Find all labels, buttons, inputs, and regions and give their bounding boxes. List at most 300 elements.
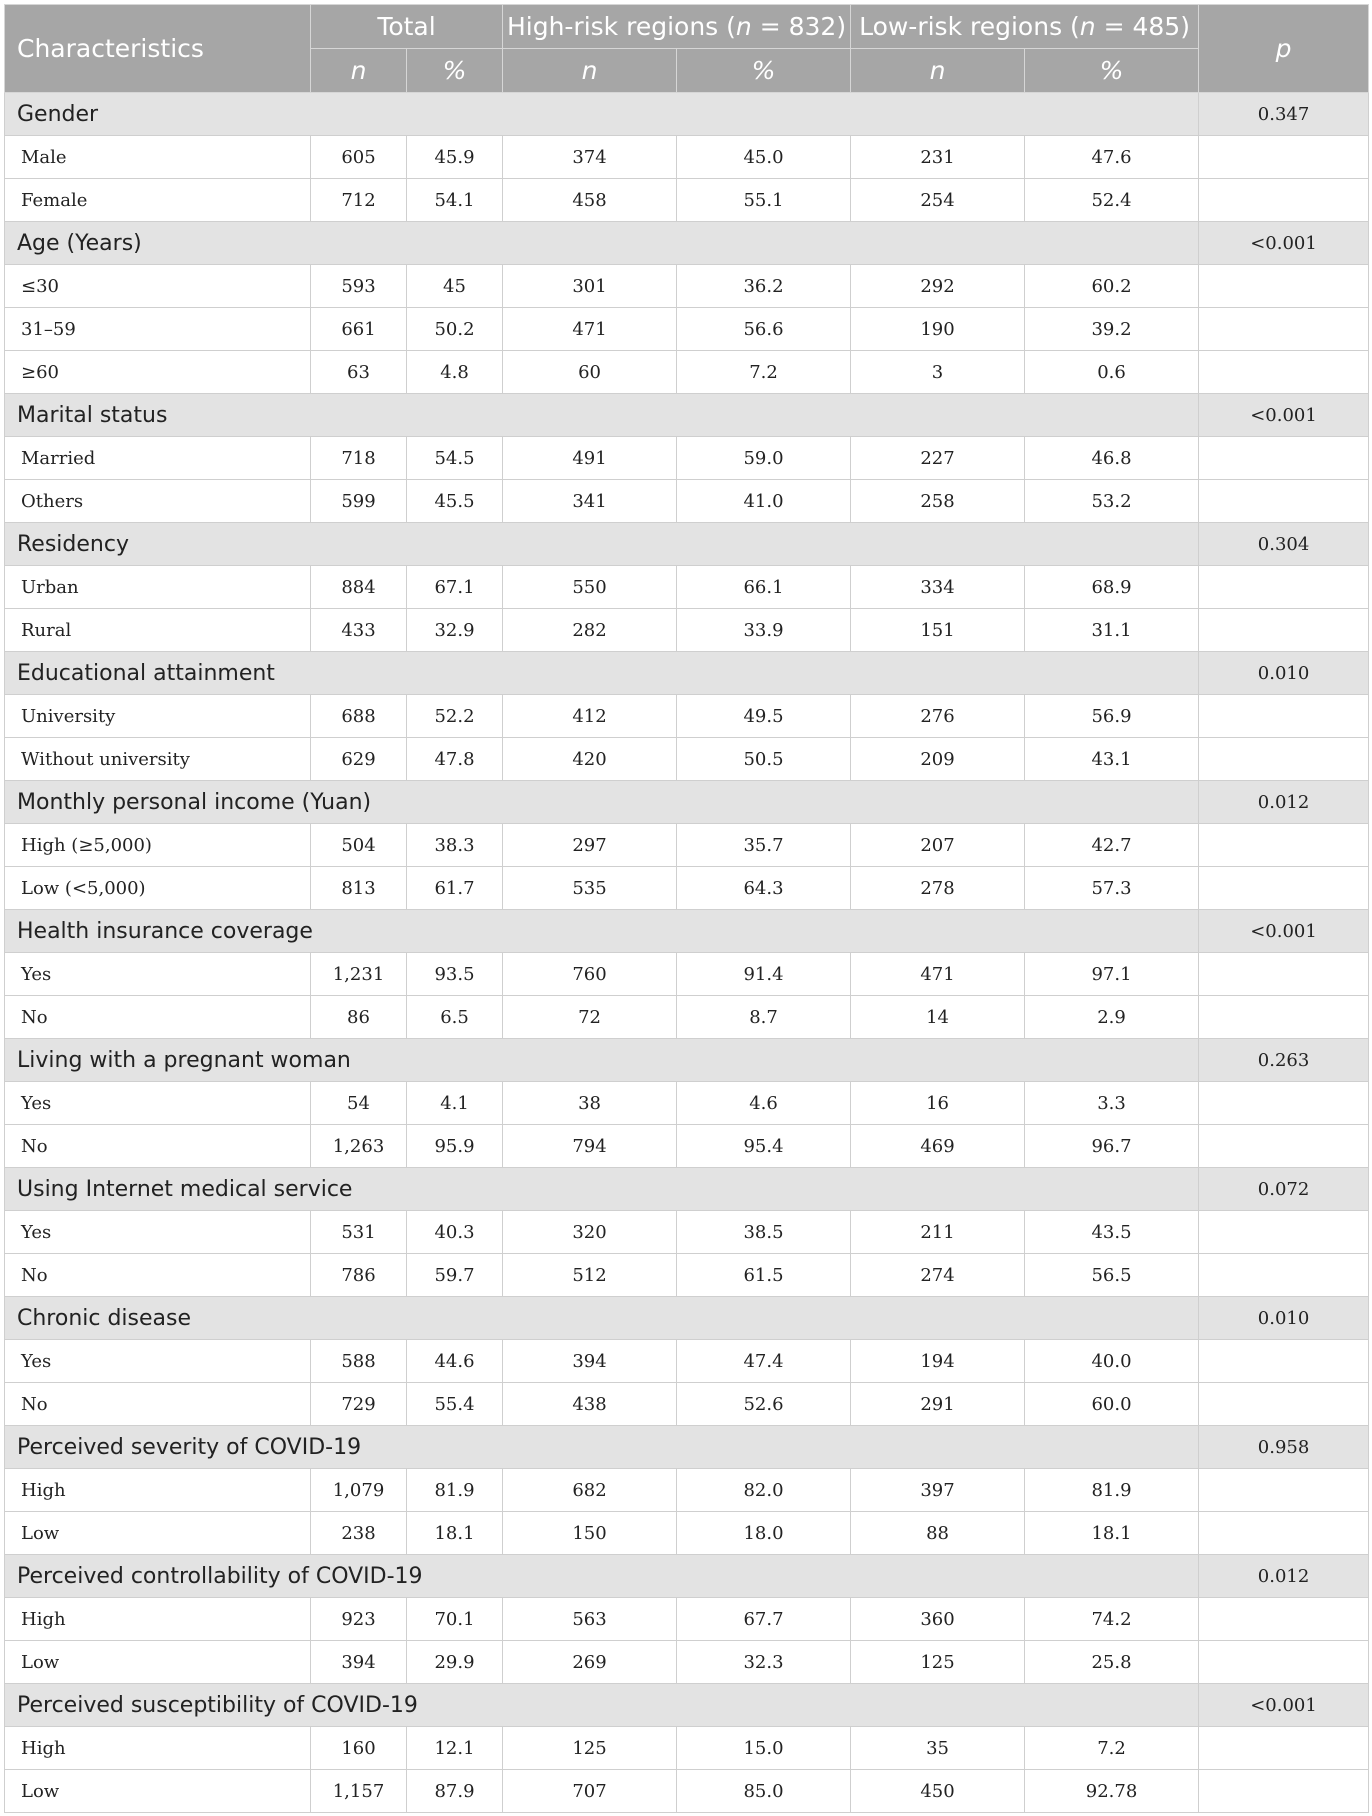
high-risk-pct: 38.5 — [677, 1211, 851, 1254]
category-name: Marital status — [5, 394, 1199, 437]
high-risk-n: 72 — [503, 996, 677, 1039]
subheader-label: n — [350, 56, 367, 85]
high-risk-n: 125 — [503, 1727, 677, 1770]
p-value-empty — [1199, 1512, 1369, 1555]
low-risk-header-n: n — [1079, 12, 1096, 41]
low-risk-header-suffix: = 485) — [1095, 12, 1190, 41]
low-risk-pct: 7.2 — [1025, 1727, 1199, 1770]
row-label: Low (<5,000) — [5, 867, 311, 910]
low-risk-n: 292 — [851, 265, 1025, 308]
total-n: 813 — [311, 867, 407, 910]
high-risk-pct: 35.7 — [677, 824, 851, 867]
category-row — [5, 1039, 1369, 1082]
high-risk-n: 420 — [503, 738, 677, 781]
subheader-low-pct — [1025, 49, 1199, 93]
total-pct: 44.6 — [407, 1340, 503, 1383]
category-row — [5, 1168, 1369, 1211]
p-value-empty — [1199, 1770, 1369, 1813]
high-risk-n: 269 — [503, 1641, 677, 1684]
row-label: No — [5, 1383, 311, 1426]
low-risk-n: 231 — [851, 136, 1025, 179]
low-risk-n: 151 — [851, 609, 1025, 652]
row-label: Low — [5, 1512, 311, 1555]
category-name: Perceived controllability of COVID-19 — [5, 1555, 1199, 1598]
low-risk-pct: 39.2 — [1025, 308, 1199, 351]
high-risk-n: 760 — [503, 953, 677, 996]
table-row — [5, 480, 1369, 523]
high-risk-pct: 50.5 — [677, 738, 851, 781]
high-risk-n: 282 — [503, 609, 677, 652]
low-risk-pct: 60.2 — [1025, 265, 1199, 308]
high-risk-pct: 33.9 — [677, 609, 851, 652]
low-risk-n: 211 — [851, 1211, 1025, 1254]
table-row — [5, 738, 1369, 781]
total-n: 605 — [311, 136, 407, 179]
category-name: Gender — [5, 93, 1199, 136]
category-name: Perceived severity of COVID-19 — [5, 1426, 1199, 1469]
p-value-empty — [1199, 1340, 1369, 1383]
p-value-empty — [1199, 953, 1369, 996]
row-label: Yes — [5, 953, 311, 996]
total-n: 1,263 — [311, 1125, 407, 1168]
low-risk-n: 227 — [851, 437, 1025, 480]
category-row — [5, 1684, 1369, 1727]
total-header: Total — [311, 5, 503, 49]
row-label: Urban — [5, 566, 311, 609]
high-risk-n: 491 — [503, 437, 677, 480]
low-risk-n: 14 — [851, 996, 1025, 1039]
p-value-empty — [1199, 480, 1369, 523]
total-pct: 4.8 — [407, 351, 503, 394]
low-risk-pct: 60.0 — [1025, 1383, 1199, 1426]
high-risk-n: 438 — [503, 1383, 677, 1426]
category-row — [5, 781, 1369, 824]
low-risk-pct: 40.0 — [1025, 1340, 1199, 1383]
table-body — [5, 93, 1369, 1813]
low-risk-pct: 3.3 — [1025, 1082, 1199, 1125]
high-risk-pct: 7.2 — [677, 351, 851, 394]
total-pct: 4.1 — [407, 1082, 503, 1125]
total-n: 786 — [311, 1254, 407, 1297]
low-risk-n: 360 — [851, 1598, 1025, 1641]
high-risk-pct: 18.0 — [677, 1512, 851, 1555]
row-label: ≥60 — [5, 351, 311, 394]
high-risk-pct: 49.5 — [677, 695, 851, 738]
low-risk-pct: 81.9 — [1025, 1469, 1199, 1512]
table-row — [5, 867, 1369, 910]
low-risk-pct: 43.1 — [1025, 738, 1199, 781]
low-risk-pct: 53.2 — [1025, 480, 1199, 523]
p-value-empty — [1199, 265, 1369, 308]
total-n: 884 — [311, 566, 407, 609]
p-value-empty — [1199, 1598, 1369, 1641]
row-label: Others — [5, 480, 311, 523]
row-label: Without university — [5, 738, 311, 781]
high-risk-n: 38 — [503, 1082, 677, 1125]
p-value-empty — [1199, 695, 1369, 738]
low-risk-n: 469 — [851, 1125, 1025, 1168]
category-name: Educational attainment — [5, 652, 1199, 695]
low-risk-pct: 42.7 — [1025, 824, 1199, 867]
high-risk-n: 301 — [503, 265, 677, 308]
low-risk-pct: 52.4 — [1025, 179, 1199, 222]
high-risk-pct: 52.6 — [677, 1383, 851, 1426]
subheader-label: n — [929, 56, 946, 85]
total-pct: 93.5 — [407, 953, 503, 996]
p-value: 0.347 — [1199, 93, 1369, 136]
row-label: Female — [5, 179, 311, 222]
category-row — [5, 523, 1369, 566]
high-risk-n: 150 — [503, 1512, 677, 1555]
row-label: Low — [5, 1770, 311, 1813]
subheader-label: % — [1099, 56, 1124, 85]
low-risk-pct: 31.1 — [1025, 609, 1199, 652]
total-n: 593 — [311, 265, 407, 308]
p-value-empty — [1199, 308, 1369, 351]
total-pct: 61.7 — [407, 867, 503, 910]
category-row — [5, 1426, 1369, 1469]
high-risk-n: 320 — [503, 1211, 677, 1254]
low-risk-n: 397 — [851, 1469, 1025, 1512]
total-pct: 18.1 — [407, 1512, 503, 1555]
category-row — [5, 910, 1369, 953]
total-n: 661 — [311, 308, 407, 351]
p-value: 0.010 — [1199, 652, 1369, 695]
row-label: Rural — [5, 609, 311, 652]
category-row — [5, 1555, 1369, 1598]
p-value: <0.001 — [1199, 394, 1369, 437]
table-row — [5, 996, 1369, 1039]
total-pct: 81.9 — [407, 1469, 503, 1512]
total-pct: 45.5 — [407, 480, 503, 523]
p-value: 0.012 — [1199, 1555, 1369, 1598]
total-pct: 32.9 — [407, 609, 503, 652]
total-n: 504 — [311, 824, 407, 867]
high-risk-header — [503, 5, 851, 49]
high-risk-pct: 95.4 — [677, 1125, 851, 1168]
row-label: No — [5, 1254, 311, 1297]
p-value-empty — [1199, 566, 1369, 609]
low-risk-n: 258 — [851, 480, 1025, 523]
row-label: High — [5, 1469, 311, 1512]
low-risk-header — [851, 5, 1199, 49]
subheader-label: % — [751, 56, 776, 85]
high-risk-n: 794 — [503, 1125, 677, 1168]
row-label: ≤30 — [5, 265, 311, 308]
p-value-header-label: p — [1275, 34, 1292, 63]
total-pct: 40.3 — [407, 1211, 503, 1254]
high-risk-n: 341 — [503, 480, 677, 523]
low-risk-header-prefix: Low-risk regions ( — [859, 12, 1080, 41]
category-row — [5, 394, 1369, 437]
category-row — [5, 93, 1369, 136]
high-risk-n: 550 — [503, 566, 677, 609]
total-n: 394 — [311, 1641, 407, 1684]
low-risk-n: 3 — [851, 351, 1025, 394]
high-risk-n: 458 — [503, 179, 677, 222]
total-pct: 12.1 — [407, 1727, 503, 1770]
row-label: High — [5, 1727, 311, 1770]
category-row — [5, 222, 1369, 265]
p-value-empty — [1199, 867, 1369, 910]
total-pct: 45.9 — [407, 136, 503, 179]
low-risk-n: 207 — [851, 824, 1025, 867]
row-label: Yes — [5, 1211, 311, 1254]
high-risk-pct: 59.0 — [677, 437, 851, 480]
table-row — [5, 265, 1369, 308]
total-pct: 38.3 — [407, 824, 503, 867]
row-label: University — [5, 695, 311, 738]
high-risk-pct: 45.0 — [677, 136, 851, 179]
low-risk-pct: 47.6 — [1025, 136, 1199, 179]
table-row — [5, 351, 1369, 394]
table-row — [5, 1469, 1369, 1512]
p-value: 0.012 — [1199, 781, 1369, 824]
total-pct: 6.5 — [407, 996, 503, 1039]
table-row — [5, 1383, 1369, 1426]
p-value-empty — [1199, 1727, 1369, 1770]
subheader-total-pct — [407, 49, 503, 93]
total-n: 588 — [311, 1340, 407, 1383]
high-risk-pct: 91.4 — [677, 953, 851, 996]
p-value-empty — [1199, 609, 1369, 652]
row-label: Married — [5, 437, 311, 480]
total-pct: 54.1 — [407, 179, 503, 222]
table-row — [5, 1082, 1369, 1125]
low-risk-n: 291 — [851, 1383, 1025, 1426]
category-name: Health insurance coverage — [5, 910, 1199, 953]
high-risk-pct: 61.5 — [677, 1254, 851, 1297]
p-value-empty — [1199, 1082, 1369, 1125]
category-row — [5, 652, 1369, 695]
high-risk-pct: 67.7 — [677, 1598, 851, 1641]
low-risk-n: 190 — [851, 308, 1025, 351]
low-risk-pct: 56.5 — [1025, 1254, 1199, 1297]
total-pct: 70.1 — [407, 1598, 503, 1641]
low-risk-n: 254 — [851, 179, 1025, 222]
table-row — [5, 136, 1369, 179]
p-value-empty — [1199, 1211, 1369, 1254]
row-label: No — [5, 996, 311, 1039]
row-label: Yes — [5, 1082, 311, 1125]
total-pct: 45 — [407, 265, 503, 308]
total-n: 712 — [311, 179, 407, 222]
low-risk-n: 278 — [851, 867, 1025, 910]
total-n: 238 — [311, 1512, 407, 1555]
low-risk-n: 274 — [851, 1254, 1025, 1297]
row-label: No — [5, 1125, 311, 1168]
high-risk-n: 682 — [503, 1469, 677, 1512]
low-risk-pct: 2.9 — [1025, 996, 1199, 1039]
p-value: <0.001 — [1199, 1684, 1369, 1727]
high-risk-n: 707 — [503, 1770, 677, 1813]
p-value: 0.010 — [1199, 1297, 1369, 1340]
high-risk-n: 394 — [503, 1340, 677, 1383]
p-value-empty — [1199, 1641, 1369, 1684]
subheader-label: n — [581, 56, 598, 85]
high-risk-pct: 47.4 — [677, 1340, 851, 1383]
total-n: 688 — [311, 695, 407, 738]
low-risk-pct: 92.78 — [1025, 1770, 1199, 1813]
low-risk-pct: 56.9 — [1025, 695, 1199, 738]
p-value-empty — [1199, 179, 1369, 222]
total-n: 1,079 — [311, 1469, 407, 1512]
table-row — [5, 824, 1369, 867]
total-pct: 47.8 — [407, 738, 503, 781]
total-pct: 59.7 — [407, 1254, 503, 1297]
low-risk-pct: 46.8 — [1025, 437, 1199, 480]
p-value-empty — [1199, 824, 1369, 867]
category-name: Age (Years) — [5, 222, 1199, 265]
low-risk-pct: 97.1 — [1025, 953, 1199, 996]
low-risk-n: 194 — [851, 1340, 1025, 1383]
high-risk-n: 512 — [503, 1254, 677, 1297]
subheader-high-pct — [677, 49, 851, 93]
row-label: High (≥5,000) — [5, 824, 311, 867]
low-risk-n: 450 — [851, 1770, 1025, 1813]
table-row — [5, 1770, 1369, 1813]
table-row — [5, 1254, 1369, 1297]
low-risk-pct: 57.3 — [1025, 867, 1199, 910]
total-n: 729 — [311, 1383, 407, 1426]
low-risk-pct: 43.5 — [1025, 1211, 1199, 1254]
row-label: Male — [5, 136, 311, 179]
p-value: 0.304 — [1199, 523, 1369, 566]
table-row — [5, 179, 1369, 222]
high-risk-n: 374 — [503, 136, 677, 179]
total-pct: 50.2 — [407, 308, 503, 351]
subheader-total-n — [311, 49, 407, 93]
category-name: Using Internet medical service — [5, 1168, 1199, 1211]
total-pct: 67.1 — [407, 566, 503, 609]
high-risk-n: 563 — [503, 1598, 677, 1641]
p-value-header — [1199, 5, 1369, 93]
low-risk-n: 16 — [851, 1082, 1025, 1125]
low-risk-n: 334 — [851, 566, 1025, 609]
category-name: Residency — [5, 523, 1199, 566]
high-risk-pct: 15.0 — [677, 1727, 851, 1770]
low-risk-n: 125 — [851, 1641, 1025, 1684]
low-risk-pct: 25.8 — [1025, 1641, 1199, 1684]
p-value: <0.001 — [1199, 222, 1369, 265]
high-risk-header-prefix: High-risk regions ( — [506, 12, 736, 41]
total-n: 629 — [311, 738, 407, 781]
p-value-empty — [1199, 1383, 1369, 1426]
category-name: Living with a pregnant woman — [5, 1039, 1199, 1082]
total-n: 86 — [311, 996, 407, 1039]
p-value: 0.072 — [1199, 1168, 1369, 1211]
p-value-empty — [1199, 136, 1369, 179]
row-label: Yes — [5, 1340, 311, 1383]
p-value: 0.263 — [1199, 1039, 1369, 1082]
category-name: Monthly personal income (Yuan) — [5, 781, 1199, 824]
table-row — [5, 1340, 1369, 1383]
high-risk-pct: 66.1 — [677, 566, 851, 609]
table-row — [5, 953, 1369, 996]
high-risk-n: 60 — [503, 351, 677, 394]
low-risk-n: 276 — [851, 695, 1025, 738]
total-pct: 55.4 — [407, 1383, 503, 1426]
total-pct: 95.9 — [407, 1125, 503, 1168]
high-risk-pct: 36.2 — [677, 265, 851, 308]
row-label: High — [5, 1598, 311, 1641]
high-risk-header-suffix: = 832) — [751, 12, 847, 41]
row-label: Low — [5, 1641, 311, 1684]
subheader-low-n — [851, 49, 1025, 93]
category-row — [5, 1297, 1369, 1340]
total-n: 1,231 — [311, 953, 407, 996]
low-risk-n: 88 — [851, 1512, 1025, 1555]
table-row — [5, 437, 1369, 480]
high-risk-pct: 55.1 — [677, 179, 851, 222]
table-row — [5, 1211, 1369, 1254]
high-risk-n: 412 — [503, 695, 677, 738]
table-row — [5, 1598, 1369, 1641]
total-n: 54 — [311, 1082, 407, 1125]
low-risk-pct: 0.6 — [1025, 351, 1199, 394]
p-value-empty — [1199, 437, 1369, 480]
high-risk-pct: 85.0 — [677, 1770, 851, 1813]
high-risk-pct: 64.3 — [677, 867, 851, 910]
p-value-empty — [1199, 996, 1369, 1039]
high-risk-pct: 32.3 — [677, 1641, 851, 1684]
total-n: 160 — [311, 1727, 407, 1770]
subheader-label: % — [442, 56, 467, 85]
header-row-1 — [5, 5, 1369, 49]
subheader-high-n — [503, 49, 677, 93]
category-name: Chronic disease — [5, 1297, 1199, 1340]
table-row — [5, 1125, 1369, 1168]
p-value-empty — [1199, 1254, 1369, 1297]
high-risk-pct: 4.6 — [677, 1082, 851, 1125]
table-row — [5, 1512, 1369, 1555]
total-n: 63 — [311, 351, 407, 394]
high-risk-pct: 8.7 — [677, 996, 851, 1039]
total-n: 1,157 — [311, 1770, 407, 1813]
high-risk-header-n: n — [735, 12, 752, 41]
high-risk-n: 535 — [503, 867, 677, 910]
low-risk-n: 471 — [851, 953, 1025, 996]
total-n: 531 — [311, 1211, 407, 1254]
total-n: 433 — [311, 609, 407, 652]
category-name: Perceived susceptibility of COVID-19 — [5, 1684, 1199, 1727]
table-row — [5, 308, 1369, 351]
table-row — [5, 695, 1369, 738]
low-risk-pct: 18.1 — [1025, 1512, 1199, 1555]
total-n: 718 — [311, 437, 407, 480]
p-value: <0.001 — [1199, 910, 1369, 953]
p-value: 0.958 — [1199, 1426, 1369, 1469]
low-risk-pct: 68.9 — [1025, 566, 1199, 609]
characteristics-table — [4, 4, 1369, 1813]
total-pct: 54.5 — [407, 437, 503, 480]
characteristics-header: Characteristics — [5, 5, 311, 93]
p-value-empty — [1199, 1125, 1369, 1168]
high-risk-n: 471 — [503, 308, 677, 351]
total-pct: 87.9 — [407, 1770, 503, 1813]
total-n: 599 — [311, 480, 407, 523]
high-risk-pct: 82.0 — [677, 1469, 851, 1512]
row-label: 31–59 — [5, 308, 311, 351]
table-row — [5, 609, 1369, 652]
table-row — [5, 1727, 1369, 1770]
high-risk-pct: 41.0 — [677, 480, 851, 523]
low-risk-n: 209 — [851, 738, 1025, 781]
high-risk-n: 297 — [503, 824, 677, 867]
low-risk-pct: 74.2 — [1025, 1598, 1199, 1641]
total-pct: 52.2 — [407, 695, 503, 738]
p-value-empty — [1199, 351, 1369, 394]
